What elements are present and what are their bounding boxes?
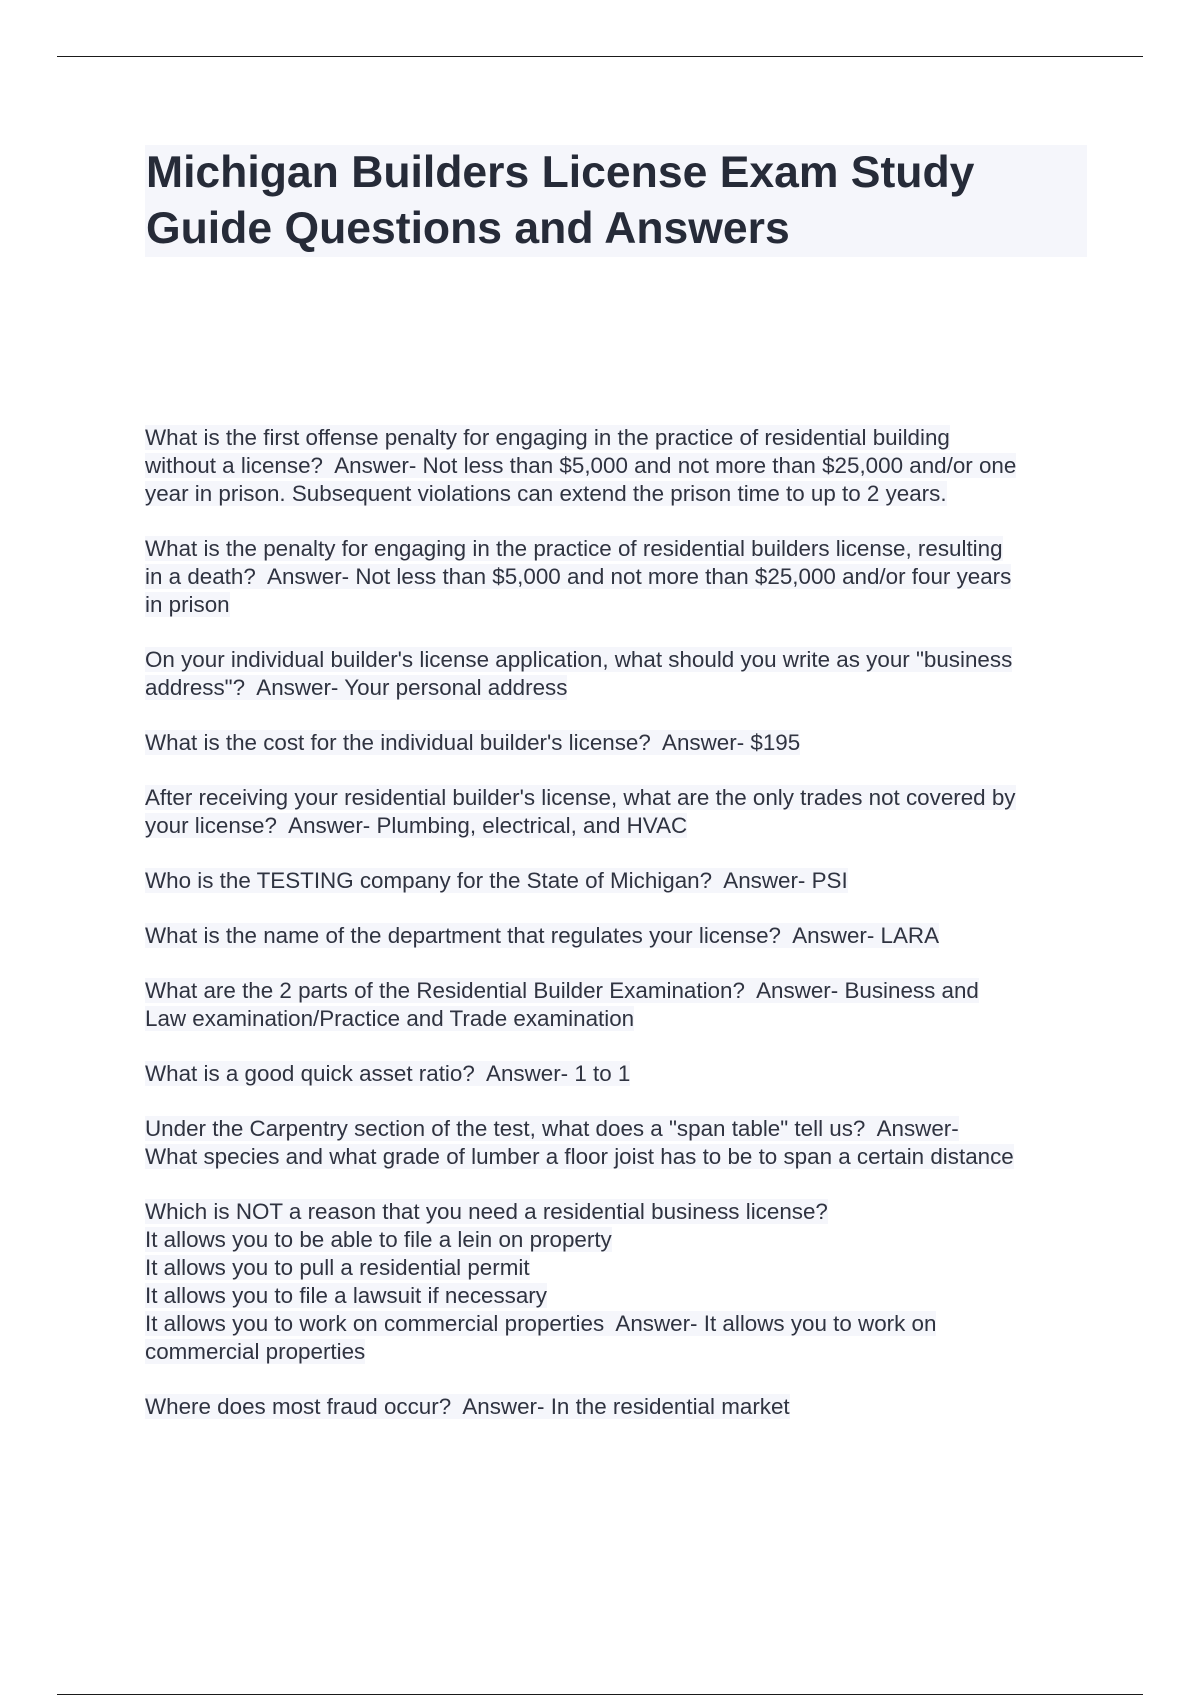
qa-line: It allows you to be able to file a lein on property bbox=[145, 1227, 612, 1252]
qa-line: address"? Answer- Your personal address bbox=[145, 675, 568, 700]
qa-list bbox=[145, 424, 1085, 1448]
qa-item bbox=[145, 1393, 1085, 1421]
bottom-rule bbox=[57, 1694, 1143, 1695]
qa-item bbox=[145, 922, 1085, 950]
qa-item bbox=[145, 1060, 1085, 1088]
qa-item bbox=[145, 424, 1085, 508]
title-line: Michigan Builders License Exam Study bbox=[146, 148, 975, 197]
qa-item bbox=[145, 535, 1085, 619]
qa-line: It allows you to file a lawsuit if necessary bbox=[145, 1283, 547, 1308]
qa-line: What is the first offense penalty for engaging in the practice of residential building bbox=[145, 425, 950, 450]
qa-line: commercial properties bbox=[145, 1339, 366, 1364]
qa-line: What is the name of the department that regulates your license? Answer- LARA bbox=[145, 923, 940, 948]
document-title bbox=[145, 145, 1087, 257]
qa-line: It allows you to pull a residential permit bbox=[145, 1255, 530, 1280]
qa-line: What species and what grade of lumber a floor joist has to be to span a certain distance bbox=[145, 1144, 1014, 1169]
qa-line: What is the penalty for engaging in the practice of residential builders license, resulting bbox=[145, 536, 1003, 561]
qa-line: year in prison. Subsequent violations can extend the prison time to up to 2 years. bbox=[145, 481, 947, 506]
qa-line: On your individual builder's license application, what should you write as your "business bbox=[145, 647, 1013, 672]
top-rule bbox=[57, 56, 1143, 57]
qa-item bbox=[145, 977, 1085, 1033]
qa-line: Law examination/Practice and Trade examination bbox=[145, 1006, 635, 1031]
qa-line: What are the 2 parts of the Residential Builder Examination? Answer- Business and bbox=[145, 978, 979, 1003]
qa-item bbox=[145, 784, 1085, 840]
qa-line: What is the cost for the individual builder's license? Answer- $195 bbox=[145, 730, 801, 755]
title-line: Guide Questions and Answers bbox=[146, 204, 790, 253]
qa-line: Who is the TESTING company for the State of Michigan? Answer- PSI bbox=[145, 868, 848, 893]
qa-line: Under the Carpentry section of the test, what does a "span table" tell us? Answer- bbox=[145, 1116, 959, 1141]
qa-line: in a death? Answer- Not less than $5,000 and not more than $25,000 and/or four years bbox=[145, 564, 1012, 589]
qa-line: in prison bbox=[145, 592, 230, 617]
qa-item bbox=[145, 1198, 1085, 1366]
qa-line: Where does most fraud occur? Answer- In the residential market bbox=[145, 1394, 790, 1419]
title-block bbox=[145, 145, 1087, 257]
qa-line: your license? Answer- Plumbing, electrical, and HVAC bbox=[145, 813, 688, 838]
qa-item bbox=[145, 729, 1085, 757]
qa-line: Which is NOT a reason that you need a residential business license? bbox=[145, 1199, 828, 1224]
qa-item bbox=[145, 646, 1085, 702]
qa-line: without a license? Answer- Not less than $5,000 and not more than $25,000 and/or one bbox=[145, 453, 1017, 478]
qa-item bbox=[145, 867, 1085, 895]
qa-item bbox=[145, 1115, 1085, 1171]
qa-line: It allows you to work on commercial properties Answer- It allows you to work on bbox=[145, 1311, 937, 1336]
qa-line: What is a good quick asset ratio? Answer- 1 to 1 bbox=[145, 1061, 631, 1086]
qa-line: After receiving your residential builder's license, what are the only trades not covered by bbox=[145, 785, 1016, 810]
